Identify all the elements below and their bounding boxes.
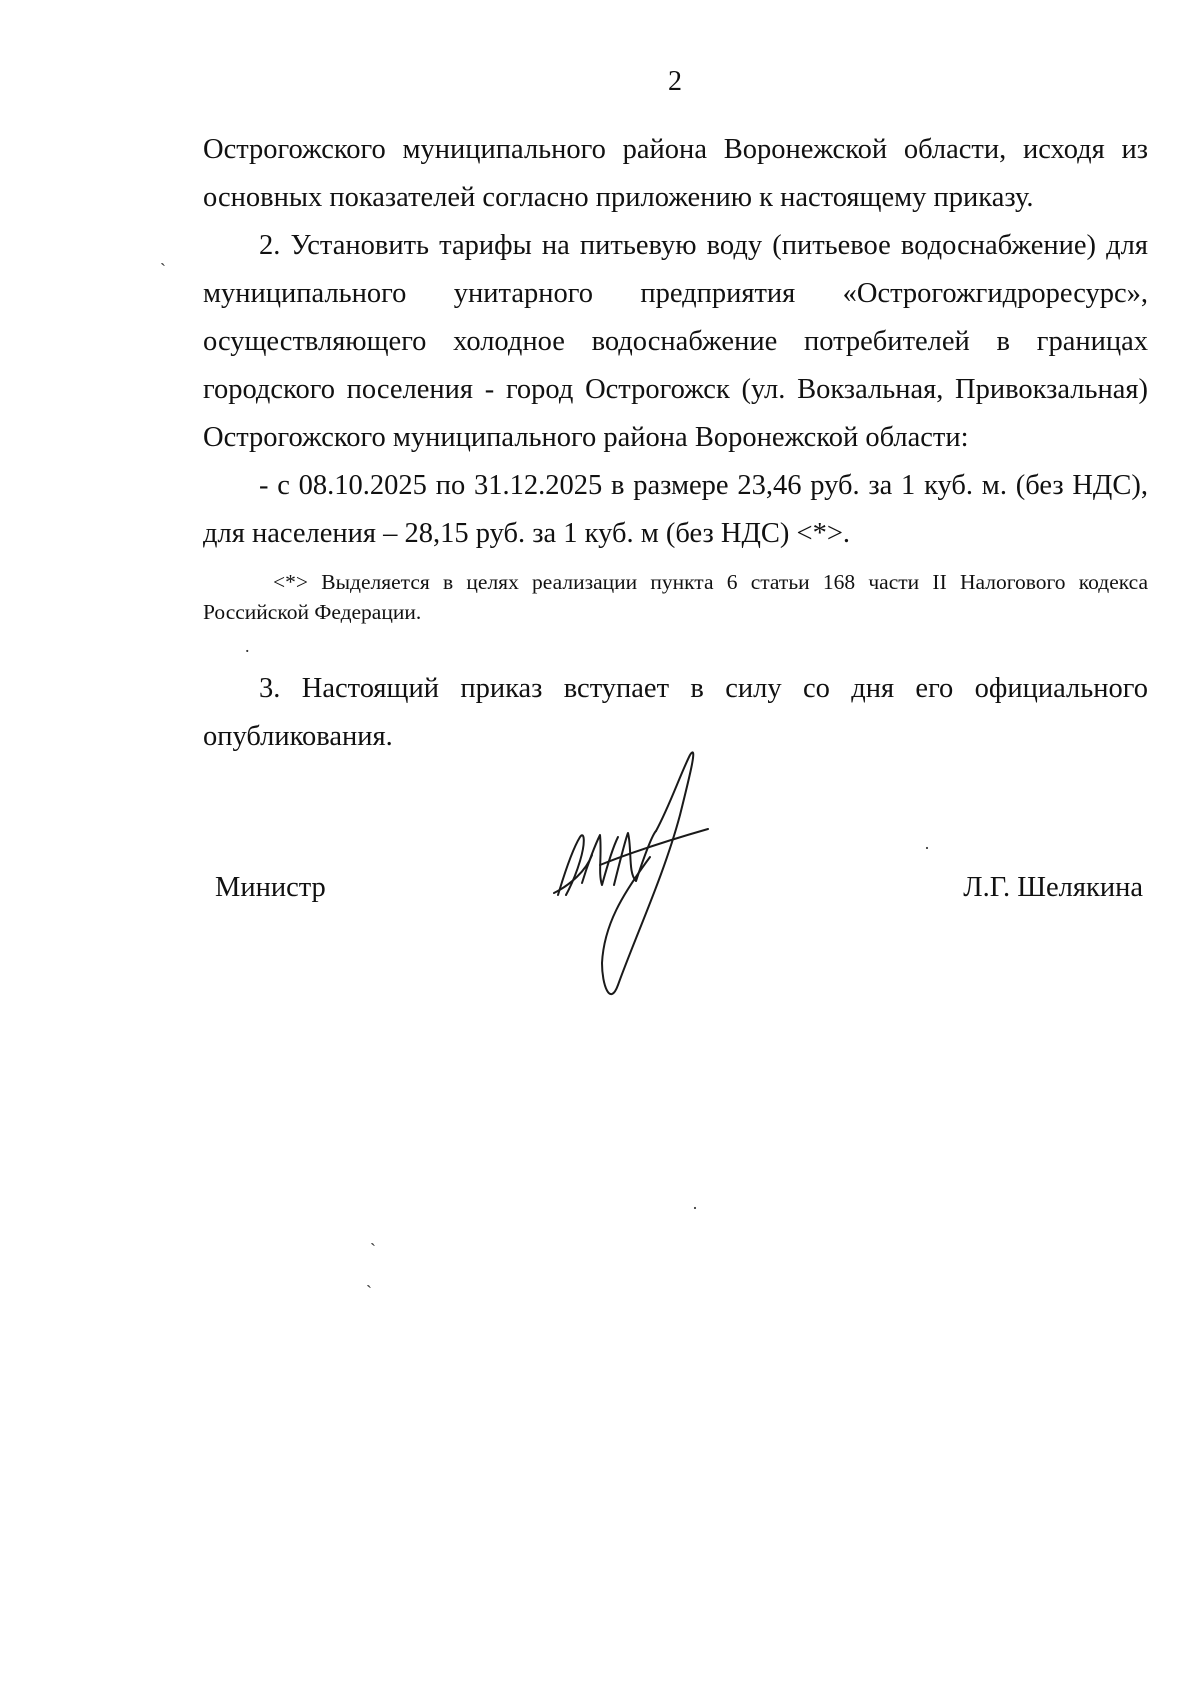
page-number: 2 bbox=[668, 66, 682, 97]
scan-mark: . bbox=[245, 636, 250, 656]
paragraph-line: основных показателей согласно приложению к настоящему приказу. bbox=[203, 182, 1034, 213]
footnote bbox=[203, 567, 1148, 627]
paragraph-line: Острогожского муниципального района Воронежской области: bbox=[203, 422, 969, 453]
footnote-line: <*> Выделяется в целях реализации пункта 6 статьи 168 части II Налогового кодекса bbox=[273, 570, 1148, 594]
paragraph-tariff bbox=[203, 222, 1148, 462]
paragraph-line: осуществляющего холодное водоснабжение потребителей в границах bbox=[203, 326, 1148, 357]
paragraph-tariff-values bbox=[203, 462, 1148, 558]
paragraph-line: 3. Настоящий приказ вступает в силу со дня его официального bbox=[259, 673, 1148, 704]
paragraph-line: Острогожского муниципального района Воронежской области, исходя из bbox=[203, 134, 1148, 165]
handwritten-signature bbox=[540, 745, 720, 1025]
signatory-title: Министр bbox=[215, 872, 326, 903]
scan-mark: ˏ bbox=[366, 1268, 372, 1288]
paragraph-continuation bbox=[203, 126, 1148, 222]
paragraph-line: - с 08.10.2025 по 31.12.2025 в размере 23,46 руб. за 1 куб. м. (без НДС), bbox=[259, 470, 1148, 501]
paragraph-line: для населения – 28,15 руб. за 1 куб. м (без НДС) <*>. bbox=[203, 518, 851, 549]
paragraph-line: опубликования. bbox=[203, 721, 393, 752]
scan-mark: · bbox=[692, 1198, 698, 1218]
footnote-line: Российской Федерации. bbox=[203, 600, 422, 624]
scan-mark: · bbox=[924, 838, 930, 858]
scan-mark: ˏ bbox=[160, 246, 166, 266]
signatory-name: Л.Г. Шелякина bbox=[963, 872, 1143, 903]
paragraph-line: 2. Установить тарифы на питьевую воду (питьевое водоснабжение) для bbox=[259, 230, 1148, 261]
scan-mark: ˋ bbox=[370, 1240, 376, 1260]
paragraph-line: муниципального унитарного предприятия «Острогожгидроресурс», bbox=[203, 278, 1148, 309]
paragraph-line: городского поселения - город Острогожск (ул. Вокзальная, Привокзальная) bbox=[203, 374, 1148, 405]
